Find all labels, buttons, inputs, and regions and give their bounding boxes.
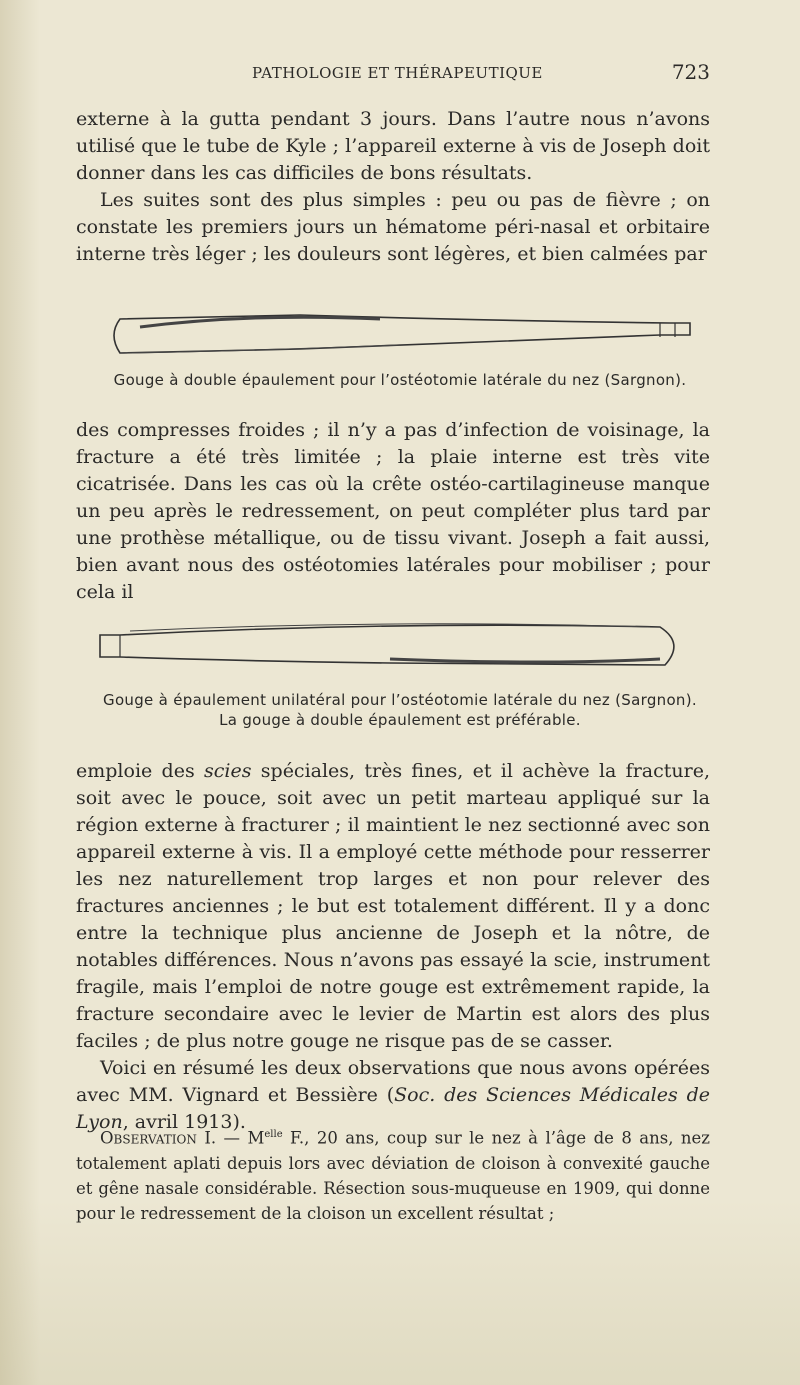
paragraph <box>76 1122 710 1226</box>
text-block-top <box>76 106 710 268</box>
text-run: Voici en résumé les deux observations que nous avons opérées avec MM. Vignard et Bessière ( <box>76 1057 710 1106</box>
observation-block <box>76 1122 710 1226</box>
paragraph: externe à la gutta pendant 3 jours. Dans l’autre nous n’avons utilisé que le tube de Kyle ; l’appareil externe à vis de Joseph doit donner dans les cas difficiles de bons résultats. <box>76 108 710 184</box>
caption-text: Gouge à double épaulement pour l’ostéotomie latérale du nez (Sargnon). <box>113 371 687 389</box>
caption-text: Gouge à épaulement unilatéral pour l’ostéotomie latérale du nez (Sargnon). <box>103 691 697 709</box>
gouge-single-figure <box>90 615 690 680</box>
gouge-double-illustration <box>100 305 700 365</box>
gouge-single-illustration <box>90 615 690 680</box>
paragraph: Les suites sont des plus simples : peu ou pas de fièvre ; on constate les premiers jours un hématome péri-nasal et orbitaire interne très léger ; les douleurs sont légères, et bien calmées par <box>76 189 710 265</box>
text-block-middle <box>76 417 710 606</box>
text-run: — M <box>216 1128 265 1148</box>
gouge-double-figure <box>100 305 700 365</box>
figure-caption-2 <box>60 690 740 730</box>
text-run: emploie des <box>76 760 205 782</box>
text-block-lower <box>76 758 710 1136</box>
running-head: PATHOLOGIE ET THÉRAPEUTIQUE <box>252 64 543 82</box>
text-run: spéciales, très fines, et il achève la fracture, soit avec le pouce, soit avec un petit marteau appliqué sur la région externe à fracturer ; il maintient le nez sectionné avec son appareil externe à vis. Il a employé cette méthode pour resserrer les nez naturellement trop larges et non pour relever des fractures anciennes ; le but est totalement différent. Il y a donc entre la technique plus ancienne de Joseph et la nôtre, de notables différences. Nous n’avons pas essayé la scie, instrument fragile, mais l’emploi de notre gouge est extrêmement rapide, la fracture secondaire avec le levier de Martin est alors des plus faciles ; de plus notre gouge ne risque pas de se casser. <box>76 760 710 1052</box>
page-number: 723 <box>671 60 710 84</box>
paragraph <box>76 758 710 1055</box>
page-header <box>76 62 710 88</box>
superscript: elle <box>264 1129 283 1140</box>
emphasis: scies <box>204 760 252 782</box>
text-run: , avril 1913). <box>122 1111 246 1133</box>
observation-label: Observation I. <box>100 1128 217 1148</box>
paragraph: des compresses froides ; il n’y a pas d’infection de voisinage, la fracture a été très limitée ; la plaie interne est très vite cicatrisée. Dans les cas où la crête ostéo-cartilagineuse manque un peu après le redressement, on peut compléter plus tard par une prothèse métallique, ou de tissu vivant. Joseph a fait aussi, bien avant nous des ostéotomies latérales pour mobiliser ; pour cela il <box>76 419 710 603</box>
caption-note: La gouge à double épaulement est préférable. <box>219 711 581 729</box>
text-run: F., 20 ans, coup sur le nez à l’âge de 8 ans, nez totalement aplati depuis lors avec déviation de cloison à convexité gauche et gêne nasale considérable. Résection sous-muqueuse en 1909, qui donne pour le redressement de la cloison un excellent résultat ; <box>76 1128 710 1223</box>
figure-caption-1 <box>60 370 740 390</box>
citation: Soc. des Sciences Médicales de Lyon <box>76 1084 710 1133</box>
